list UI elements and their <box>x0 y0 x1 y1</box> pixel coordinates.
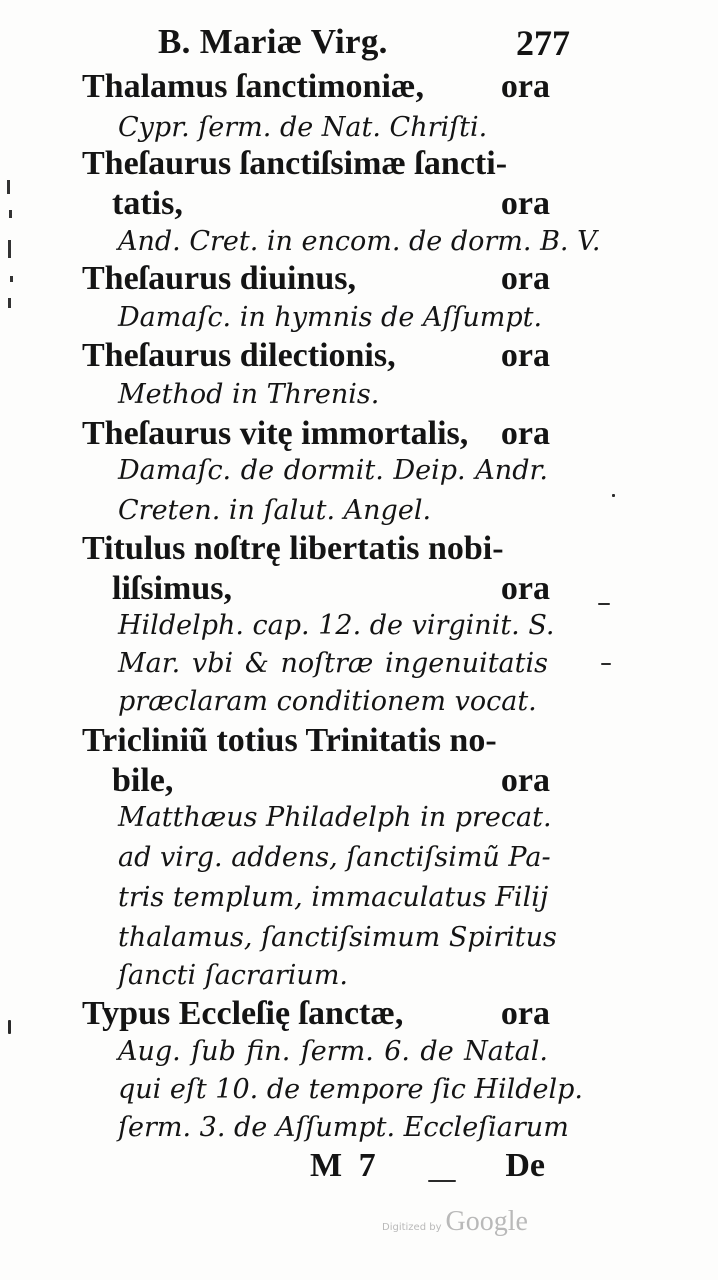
citation-line: Method in Threnis. <box>118 379 380 410</box>
ora-label: ora <box>500 260 550 297</box>
heading-text: tatis, <box>112 185 183 222</box>
ink-speck <box>428 1180 456 1182</box>
digitization-watermark <box>382 1206 528 1238</box>
heading-text: Thalamus ſanctimoniæ, <box>82 68 424 105</box>
running-title: B. Mariæ Virg. <box>158 22 388 61</box>
heading-text: Tricliniũ totius Trinitatis no- <box>82 722 497 759</box>
ora-label: ora <box>500 185 550 222</box>
entry-heading-line <box>112 762 550 800</box>
ora-label: ora <box>500 415 550 452</box>
margin-bleed-marks <box>4 180 20 320</box>
citation-line: qui eſt 10. de tempore ſic Hildelp. <box>118 1074 584 1105</box>
citation-line: Cypr. ſerm. de Nat. Chriſti. <box>118 112 488 143</box>
citation-line: Damaſc. de dormit. Deip. Andr. <box>118 455 548 486</box>
citation-line: thalamus, ſanctiſsimum Spiritus <box>118 922 557 953</box>
citation-line: Matthæus Philadelph in precat. <box>118 802 552 833</box>
citation-line: ſancti ſacrarium. <box>118 960 349 991</box>
ink-speck <box>8 1020 11 1034</box>
citation-line: præclaram conditionem vocat. <box>118 686 537 717</box>
signature-mark: M 7 <box>310 1147 380 1184</box>
heading-text: bile, <box>112 762 174 799</box>
citation-line: ſerm. 3. de Aſſumpt. Eccleſiarum <box>118 1112 569 1143</box>
ora-label: ora <box>500 995 550 1032</box>
watermark-prefix: Digitized by <box>382 1222 442 1233</box>
ink-speck <box>612 494 615 497</box>
entry-heading-line <box>112 570 550 608</box>
ora-label: ora <box>500 337 550 374</box>
catchword: De <box>505 1147 545 1184</box>
heading-text: Theſaurus vitę immortalis, <box>82 415 469 452</box>
ora-label: ora <box>500 762 550 799</box>
entry-heading-line <box>82 530 550 568</box>
citation-line: ad virg. addens, ſanctiſsimũ Pa- <box>118 842 551 873</box>
citation-line: Hildelph. cap. 12. de virginit. S. <box>118 610 555 641</box>
entry-heading-line <box>82 337 550 375</box>
entry-heading-line <box>82 145 550 183</box>
ora-label: ora <box>500 570 550 607</box>
page-footer <box>300 1147 545 1187</box>
heading-text: Typus Eccleſię ſanctæ, <box>82 995 404 1032</box>
entry-heading-line <box>82 68 550 106</box>
ink-speck <box>598 603 610 605</box>
citation-line: Creten. in ſalut. Angel. <box>118 495 432 526</box>
entry-heading-line <box>82 260 550 298</box>
watermark-brand: Google <box>445 1206 528 1237</box>
citation-line: Mar. vbi & noſtræ ingenuitatis <box>118 648 548 679</box>
entry-heading-line <box>82 995 550 1033</box>
heading-text: liſsimus, <box>112 570 232 607</box>
citation-line: Aug. ſub fin. ſerm. 6. de Natal. <box>118 1036 548 1067</box>
heading-text: Titulus noſtrę libertatis nobi- <box>82 530 504 567</box>
entry-heading-line <box>112 185 550 223</box>
citation-line: And. Cret. in encom. de dorm. B. V. <box>118 226 601 257</box>
citation-line: tris templum, immaculatus Filij <box>118 882 549 913</box>
citation-line: Damaſc. in hymnis de Aſſumpt. <box>118 302 543 333</box>
page-header <box>150 22 570 66</box>
ora-label: ora <box>500 68 550 105</box>
entry-heading-line <box>82 722 550 760</box>
ink-speck <box>601 663 611 665</box>
entry-heading-line <box>82 415 550 453</box>
page-number: 277 <box>516 23 570 63</box>
heading-text: Theſaurus dilectionis, <box>82 337 396 374</box>
heading-text: Theſaurus diuinus, <box>82 260 357 297</box>
heading-text: Theſaurus ſanctiſsimæ ſancti- <box>82 145 508 182</box>
